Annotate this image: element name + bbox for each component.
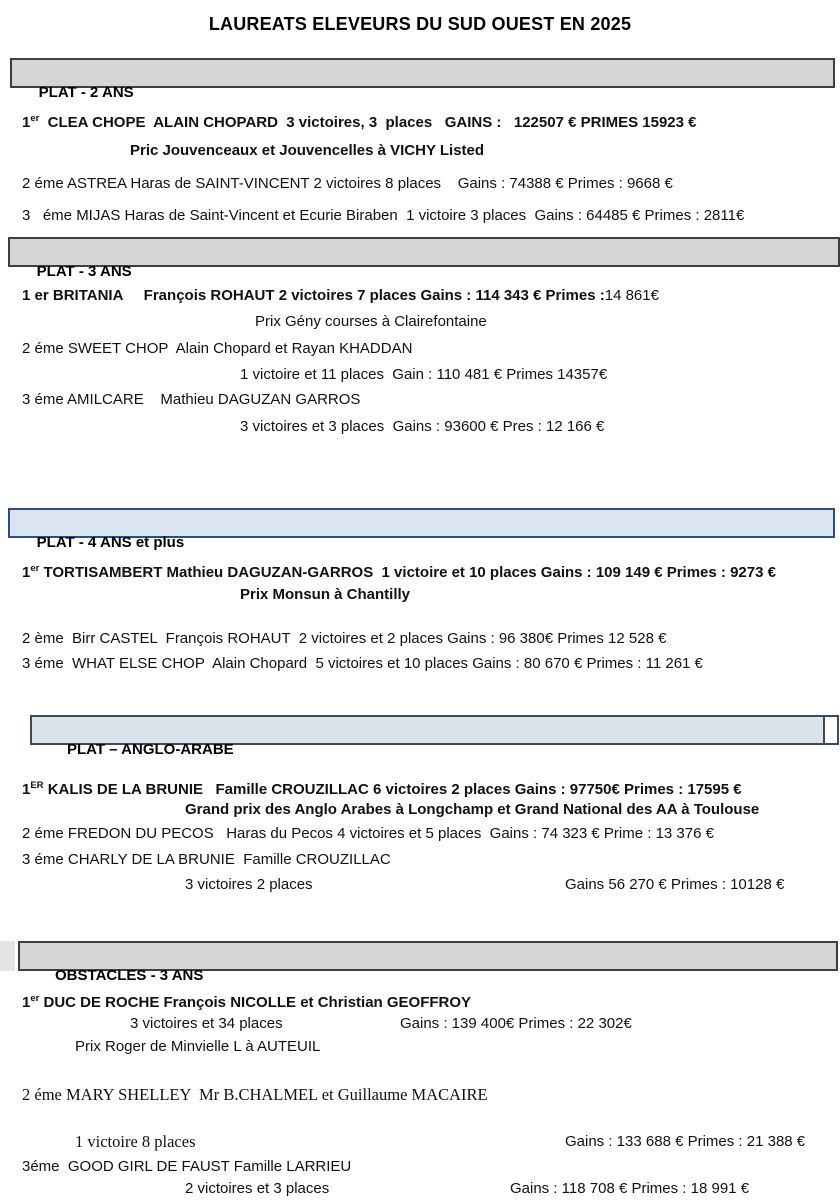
section-header-obstacles-3-ans — [0, 941, 840, 984]
gains-text: Gains 56 270 € Primes : 10128 € — [565, 876, 785, 893]
rank-number: 1 — [22, 564, 31, 581]
entry-line-second-place — [0, 173, 840, 195]
entry-text: 2 ème Birr CASTEL François ROHAUT 2 victoires et 2 places Gains : 96 380€ Primes 12 528 € — [22, 630, 667, 647]
entry-text: 2 éme ASTREA Haras de SAINT-VINCENT 2 victoires 8 places Gains : 74388 € Primes : 9668 € — [22, 175, 673, 192]
entry-line-first-place — [0, 108, 840, 130]
results-text: 3 victoires et 34 places — [130, 1015, 283, 1032]
results-line — [0, 1131, 840, 1153]
section-header-plat-4-ans — [8, 508, 835, 551]
results-line — [0, 1178, 840, 1200]
section-header-cell — [30, 715, 825, 758]
entry-line-third-place — [0, 205, 840, 227]
entry-line-second-place — [0, 338, 840, 360]
results-text: 1 victoire et 11 places Gain : 110 481 € Primes 14357€ — [240, 366, 608, 383]
race-won-line — [0, 584, 840, 606]
entry-line-third-place — [0, 1156, 840, 1178]
entry-text-bold: 1 er BRITANIA François ROHAUT 2 victoires 7 places Gains : 114 343 € Primes : — [22, 287, 605, 304]
entry-text: 2 éme SWEET CHOP Alain Chopard et Rayan KHADDAN — [22, 340, 413, 357]
entry-text: DUC DE ROCHE François NICOLLE et Christian GEOFFROY — [39, 994, 472, 1011]
gains-text: Gains : 139 400€ Primes : 22 302€ — [400, 1015, 632, 1032]
entry-text: 3 éme AMILCARE Mathieu DAGUZAN GARROS — [22, 391, 361, 408]
rank-ordinal-suffix: er — [30, 113, 40, 124]
rank-ordinal-suffix: er — [30, 563, 40, 574]
race-text: Grand prix des Anglo Arabes à Longchamp et Grand National des AA à Toulouse — [185, 801, 760, 818]
entry-text: KALIS DE LA BRUNIE Famille CROUZILLAC 6 victoires 2 places Gains : 97750€ Primes : 17595 € — [43, 781, 742, 798]
header-end-cell — [825, 715, 839, 745]
section-header-label: PLAT - 3 ANS — [36, 263, 132, 280]
race-won-line — [0, 140, 840, 162]
rank-number: 1 — [22, 114, 31, 131]
section-header-plat-anglo-arabe — [30, 715, 840, 758]
entry-text: 2 éme FREDON DU PECOS Haras du Pecos 4 victoires et 5 places Gains : 74 323 € Prime : 13 376 € — [22, 825, 714, 842]
entry-line-second-place — [0, 628, 840, 650]
results-text: 3 victoires 2 places — [185, 876, 313, 893]
rank-ordinal-suffix: er — [30, 993, 40, 1004]
entry-line-second-place — [0, 823, 840, 845]
section-header-label: OBSTACLES - 3 ANS — [55, 967, 204, 984]
race-won-line — [0, 311, 840, 333]
entry-line-first-place — [0, 558, 840, 580]
section-header-label: PLAT - 2 ANS — [38, 84, 134, 101]
entry-text-tail: 14 861€ — [604, 287, 659, 304]
entry-line-first-place — [0, 988, 840, 1010]
entry-text: 3 éme MIJAS Haras de Saint-Vincent et Ecurie Biraben 1 victoire 3 places Gains : 64485 € Primes : 2811€ — [22, 207, 745, 224]
race-won-line — [0, 799, 840, 821]
section-header-label: PLAT - 4 ANS et plus — [36, 534, 185, 551]
results-line — [0, 364, 840, 386]
results-line — [0, 416, 840, 438]
entry-line-first-place — [0, 285, 840, 307]
race-won-line — [0, 1036, 840, 1058]
results-line — [0, 1013, 840, 1035]
document-title: LAUREATS ELEVEURS DU SUD OUEST EN 2025 — [208, 14, 632, 34]
section-header-plat-3-ans — [8, 237, 840, 280]
race-text: Prix Roger de Minvielle L à AUTEUIL — [75, 1038, 321, 1055]
race-text: Prix Gény courses à Clairefontaine — [255, 313, 487, 330]
entry-line-third-place — [0, 849, 840, 871]
entry-text: TORTISAMBERT Mathieu DAGUZAN-GARROS 1 victoire et 10 places Gains : 109 149 € Primes : 9273 € — [39, 564, 776, 581]
section-header-cell — [18, 941, 838, 984]
entry-line-second-place — [0, 1084, 840, 1106]
entry-line-first-place — [0, 775, 840, 797]
entry-text: 3 éme WHAT ELSE CHOP Alain Chopard 5 victoires et 10 places Gains : 80 670 € Primes : 11 261 € — [22, 655, 703, 672]
entry-text: 2 éme MARY SHELLEY Mr B.CHALMEL et Guillaume MACAIRE — [22, 1085, 488, 1104]
section-header-plat-2-ans — [10, 58, 835, 101]
entry-text: 3éme GOOD GIRL DE FAUST Famille LARRIEU — [22, 1158, 352, 1175]
race-text: Prix Monsun à Chantilly — [240, 586, 411, 603]
section-header-label: PLAT – ANGLO-ARABE — [67, 741, 234, 758]
rank-ordinal-suffix: ER — [30, 780, 44, 791]
results-line — [0, 874, 840, 896]
entry-line-third-place — [0, 653, 840, 675]
rank-number: 1 — [22, 994, 31, 1011]
results-text: 1 victoire 8 places — [75, 1132, 196, 1151]
gains-text: Gains : 118 708 € Primes : 18 991 € — [510, 1180, 750, 1197]
race-text: Pric Jouvenceaux et Jouvencelles à VICHY Listed — [130, 142, 485, 159]
rank-number: 1 — [22, 781, 31, 798]
entry-text: CLEA CHOPE ALAIN CHOPARD 3 victoires, 3 places GAINS : 122507 € PRIMES 15923 € — [39, 114, 697, 131]
entry-line-third-place — [0, 389, 840, 411]
gains-text: Gains : 133 688 € Primes : 21 388 € — [565, 1133, 806, 1150]
results-text: 2 victoires et 3 places — [185, 1180, 330, 1197]
results-text: 3 victoires et 3 places Gains : 93600 € Pres : 12 166 € — [240, 418, 605, 435]
entry-text: 3 éme CHARLY DE LA BRUNIE Famille CROUZILLAC — [22, 851, 391, 868]
